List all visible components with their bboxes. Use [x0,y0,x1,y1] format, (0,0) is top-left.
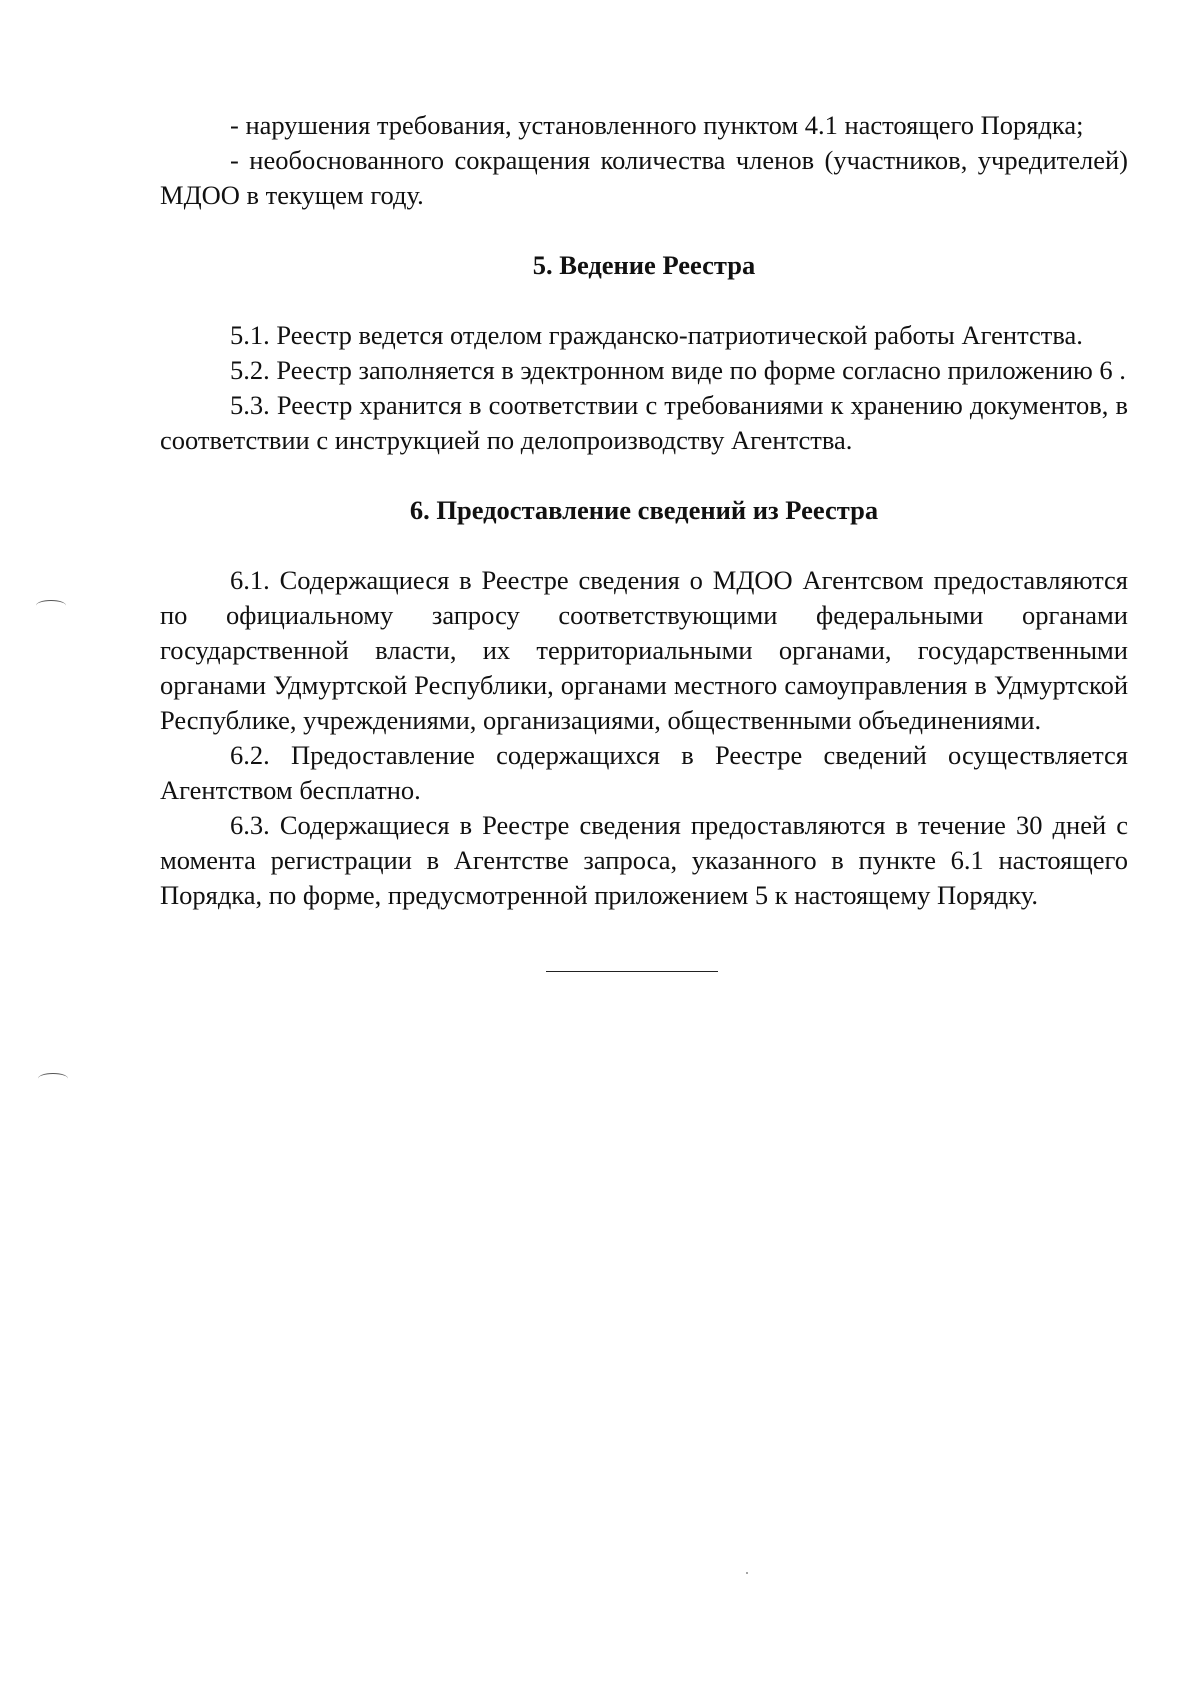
section-6-paragraph-3: 6.3. Содержащиеся в Реестре сведения предоставляются в течение 30 дней с момента регистрации в Агентстве запроса, указанного в пункте 6.1 настоящего Порядка, по форме, предусмотренной приложением 5 к настоящему Порядку. [160,810,1128,910]
spacer [160,283,1128,318]
section-5-paragraph-2: 5.2. Реестр заполняется в эдектронном виде по форме согласно приложению 6 . [230,355,1126,385]
scan-artifact-mark [38,1073,68,1084]
spacer [160,213,1128,248]
end-of-document-rule [546,971,718,972]
intro-paragraph-1: - нарушения требования, установленного пунктом 4.1 настоящего Порядка; [230,110,1084,140]
section-6-paragraph-2: 6.2. Предоставление содержащихся в Реестре сведений осуществляется Агентством бесплатно. [160,740,1128,805]
scan-speck [746,1572,748,1574]
document-page [160,108,1128,972]
section-5-paragraph-1: 5.1. Реестр ведется отделом гражданско-патриотической работы Агентства. [230,320,1083,350]
spacer [160,458,1128,493]
section-5-paragraph-3: 5.3. Реестр хранится в соответствии с требованиями к хранению документов, в соответствии с инструкцией по делопроизводству Агентства. [160,390,1128,455]
scan-artifact-mark [36,600,66,611]
spacer [160,528,1128,563]
section-6-paragraph-1: 6.1. Содержащиеся в Реестре сведения о МДОО Агентсвом предоставляются по официальному запросу соответствующими федеральными органами государственной власти, их территориальными органами, государственными органами Удмуртской Республики, органами местного самоуправления в Удмуртской Республике, учреждениями, организациями, общественными объединениями. [160,565,1128,735]
section-5-heading: 5. Ведение Реестра [532,250,756,280]
intro-paragraph-2: - необоснованного сокращения количества членов (участников, учредителей) МДОО в текущем году. [160,145,1128,210]
section-6-heading: 6. Предоставление сведений из Реестра [409,495,879,525]
